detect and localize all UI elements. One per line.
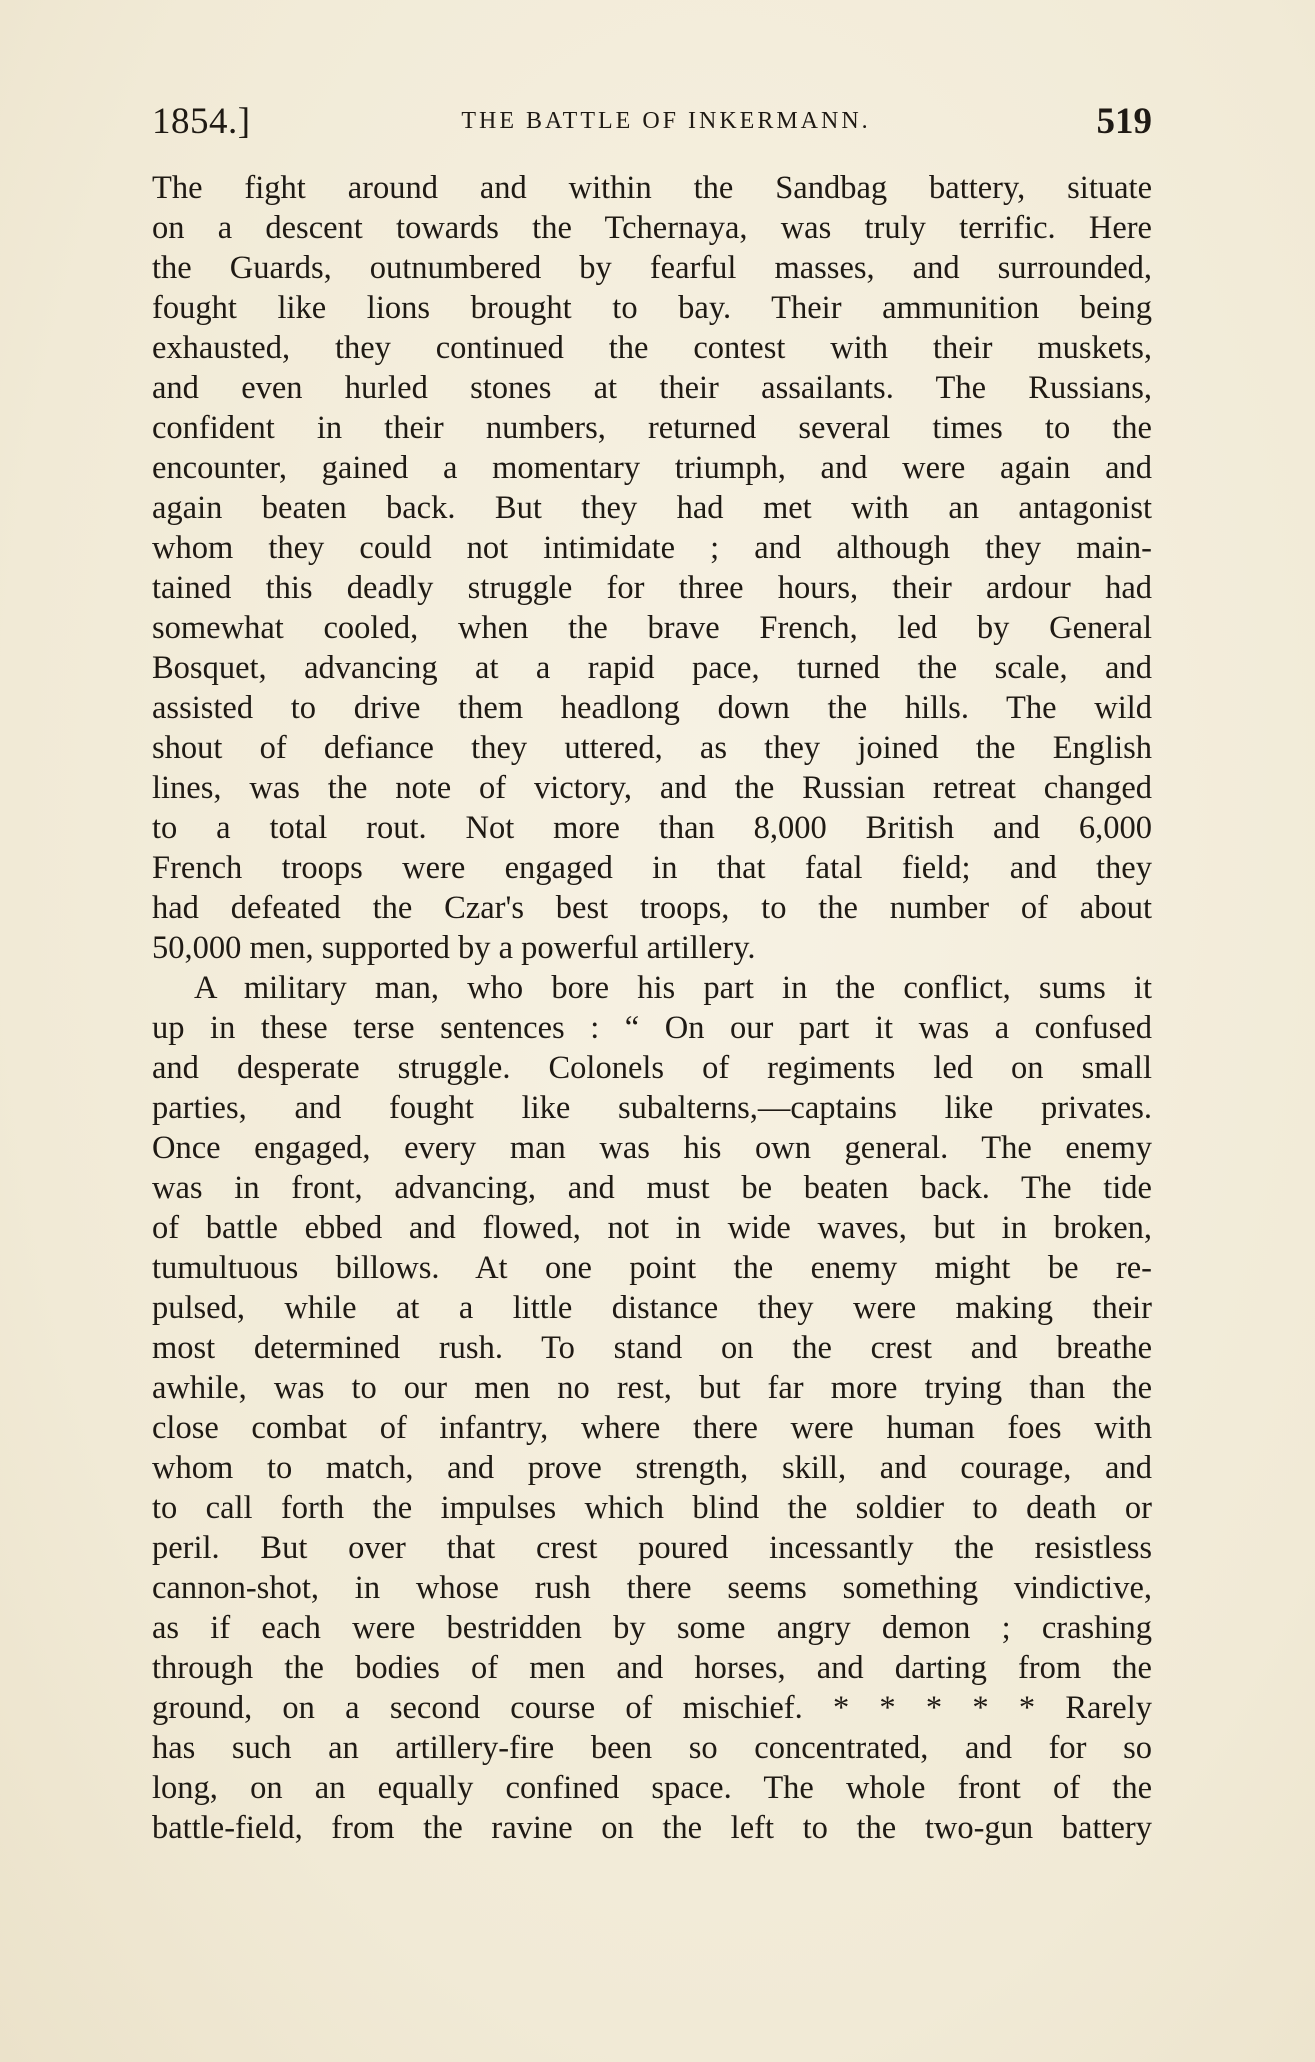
text-line: parties, and fought like subalterns,—captains like privates.: [152, 1090, 1152, 1126]
text-line: somewhat cooled, when the brave French, led by General: [152, 610, 1152, 646]
text-line: to call forth the impulses which blind the soldier to death or: [152, 1490, 1152, 1526]
text-line: as if each were bestridden by some angry demon ; crashing: [152, 1610, 1152, 1646]
text-line: fought like lions brought to bay. Their ammunition being: [152, 290, 1152, 326]
running-header: [152, 100, 1152, 146]
text-line: close combat of infantry, where there were human foes with: [152, 1410, 1152, 1446]
text-line: battle-field, from the ravine on the left to the two-gun battery: [152, 1810, 1152, 1846]
text-line: again beaten back. But they had met with an antagonist: [152, 490, 1152, 526]
text-line: tumultuous billows. At one point the enemy might be re-: [152, 1250, 1152, 1286]
text-line: encounter, gained a momentary triumph, and were again and: [152, 450, 1152, 486]
text-line: the Guards, outnumbered by fearful masses, and surrounded,: [152, 250, 1152, 286]
text-line: A military man, who bore his part in the conflict, sums it: [194, 970, 1152, 1006]
text-line: Bosquet, advancing at a rapid pace, turned the scale, and: [152, 650, 1152, 686]
text-line: exhausted, they continued the contest with their muskets,: [152, 330, 1152, 366]
text-line: whom they could not intimidate ; and although they main-: [152, 530, 1152, 566]
text-line: most determined rush. To stand on the crest and breathe: [152, 1330, 1152, 1366]
text-line: awhile, was to our men no rest, but far more trying than the: [152, 1370, 1152, 1406]
text-line: was in front, advancing, and must be beaten back. The tide: [152, 1170, 1152, 1206]
text-line: peril. But over that crest poured incessantly the resistless: [152, 1530, 1152, 1566]
text-line: up in these terse sentences : “ On our part it was a confused: [152, 1010, 1152, 1046]
text-line: and even hurled stones at their assailants. The Russians,: [152, 370, 1152, 406]
text-line: whom to match, and prove strength, skill, and courage, and: [152, 1450, 1152, 1486]
text-line: French troops were engaged in that fatal field; and they: [152, 850, 1152, 886]
text-line: of battle ebbed and flowed, not in wide waves, but in broken,: [152, 1210, 1152, 1246]
text-line: tained this deadly struggle for three hours, their ardour had: [152, 570, 1152, 606]
header-year: 1854.]: [152, 101, 251, 142]
text-line: Once engaged, every man was his own general. The enemy: [152, 1130, 1152, 1166]
text-line: has such an artillery-fire been so concentrated, and for so: [152, 1730, 1152, 1766]
text-line: on a descent towards the Tchernaya, was truly terrific. Here: [152, 210, 1152, 246]
text-line: through the bodies of men and horses, and darting from the: [152, 1650, 1152, 1686]
body-text: [152, 168, 1152, 1848]
text-line: pulsed, while at a little distance they were making their: [152, 1290, 1152, 1326]
text-line: 50,000 men, supported by a powerful artillery.: [152, 930, 756, 966]
text-line: had defeated the Czar's best troops, to the number of about: [152, 890, 1152, 926]
text-line: The fight around and within the Sandbag battery, situate: [152, 170, 1152, 206]
text-line: ground, on a second course of mischief. * * * * * Rarely: [152, 1690, 1152, 1726]
text-line: cannon-shot, in whose rush there seems something vindictive,: [152, 1570, 1152, 1606]
text-line: confident in their numbers, returned several times to the: [152, 410, 1152, 446]
text-line: lines, was the note of victory, and the Russian retreat changed: [152, 770, 1152, 806]
text-line: shout of defiance they uttered, as they joined the English: [152, 730, 1152, 766]
text-line: and desperate struggle. Colonels of regiments led on small: [152, 1050, 1152, 1086]
text-line: long, on an equally confined space. The whole front of the: [152, 1770, 1152, 1806]
page-number: 519: [1096, 101, 1152, 142]
text-line: assisted to drive them headlong down the hills. The wild: [152, 690, 1152, 726]
text-line: to a total rout. Not more than 8,000 British and 6,000: [152, 810, 1152, 846]
header-title: THE BATTLE OF INKERMANN.: [461, 108, 871, 134]
